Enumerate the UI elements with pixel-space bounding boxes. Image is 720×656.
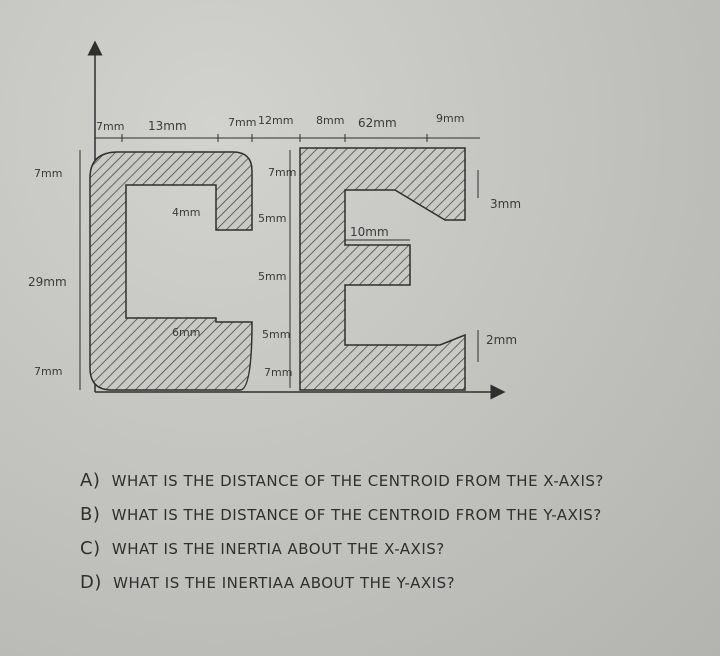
dim-e-bottom: 2mm: [486, 333, 518, 347]
dim-top-3: 7mm: [228, 116, 257, 129]
dim-left-2: 29mm: [28, 275, 67, 289]
questions-list: [80, 470, 700, 606]
dim-top-6: 62mm: [358, 116, 397, 130]
dim-mid-1: 7mm: [268, 166, 297, 179]
question-b: [80, 504, 700, 525]
e-shape: [300, 148, 465, 390]
question-a: [80, 470, 700, 491]
dim-top-4: 12mm: [258, 114, 294, 127]
dim-mid-3: 5mm: [258, 270, 287, 283]
dim-left-3: 7mm: [34, 365, 63, 378]
question-b-text: WHAT IS THE DISTANCE OF THE CENTROID FROM THE Y-AXIS?: [111, 506, 602, 524]
question-d: [80, 572, 700, 593]
dim-top-2: 13mm: [148, 119, 187, 133]
dim-top-7: 9mm: [436, 112, 465, 125]
dim-left-1: 7mm: [34, 167, 63, 180]
question-a-text: WHAT IS THE DISTANCE OF THE CENTROID FROM THE X-AXIS?: [111, 472, 604, 490]
question-c-text: WHAT IS THE INERTIA ABOUT THE X-AXIS?: [111, 540, 445, 558]
question-d-label: D): [80, 572, 102, 593]
dim-mid-2: 5mm: [258, 212, 287, 225]
question-c-label: C): [80, 538, 101, 559]
question-a-label: A): [80, 470, 101, 491]
dim-e-top: 3mm: [490, 197, 522, 211]
dim-e-arm: 10mm: [350, 225, 389, 239]
question-d-text: WHAT IS THE INERTIAA ABOUT THE Y-AXIS?: [113, 574, 456, 592]
dim-inner-top: 4mm: [172, 206, 201, 219]
question-c: [80, 538, 700, 559]
dim-mid-5: 7mm: [264, 366, 293, 379]
dim-mid-4: 5mm: [262, 328, 291, 341]
c-shape: [90, 152, 252, 390]
dim-top-5: 8mm: [316, 114, 345, 127]
dim-top-1: 7mm: [96, 120, 125, 133]
question-b-label: B): [80, 504, 101, 525]
dim-inner-bottom: 6mm: [172, 326, 201, 339]
